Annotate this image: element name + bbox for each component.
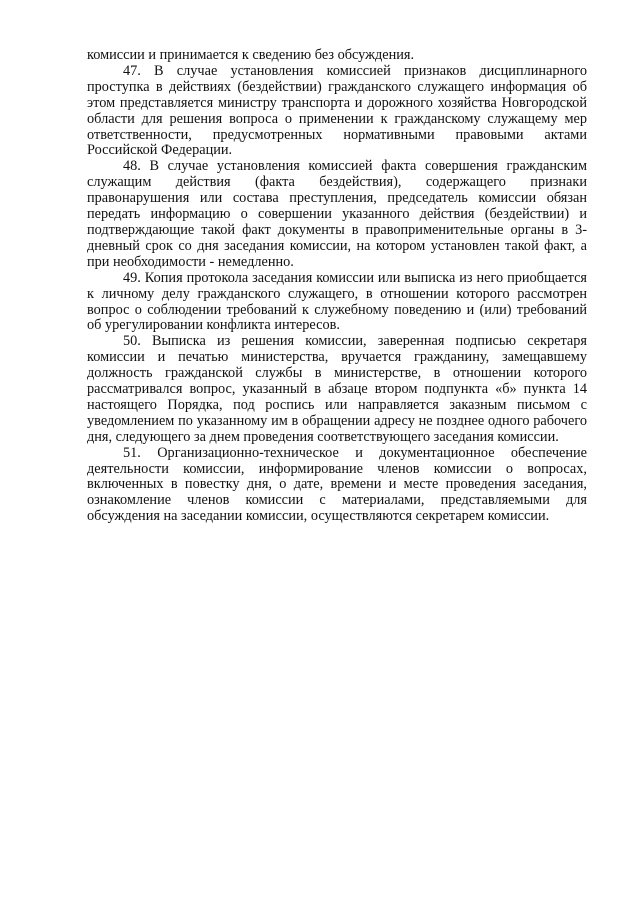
paragraph-49: 49. Копия протокола заседания комиссии или выписка из него приобщается к личному делу гражданского служащего, в отношении которого рассмотрен вопрос о соблюдении требований к служебному поведению и (или) требований об урегулировании конфликта интересов. xyxy=(87,269,587,334)
paragraph-47: 47. В случае установления комиссией признаков дисциплинарного проступка в действиях (бездействии) гражданского служащего информация об этом представляется министру транспорта и дорожного хозяйства Новгородской области для решения вопроса о применении к гражданскому служащему мер ответственности, предусмотренных нормативными правовыми актами Российской Федерации. xyxy=(87,62,587,159)
document-page xyxy=(87,48,587,525)
paragraph-51: 51. Организационно-техническое и документационное обеспечение деятельности комиссии, информирование членов комиссии о вопросах, включенных в повестку дня, о дате, времени и месте проведения заседания, ознакомление членов комиссии с материалами, представляемыми для обсуждения на заседании комиссии, осуществляются секретарем комиссии. xyxy=(87,444,587,525)
paragraph-50: 50. Выписка из решения комиссии, заверенная подписью секретаря комиссии и печатью министерства, вручается гражданину, замещавшему должность гражданской службы в министерстве, в отношении которого рассматривался вопрос, указанный в абзаце втором подпункта «б» пункта 14 настоящего Порядка, под роспись или направляется заказным письмом с уведомлением по указанному им в обращении адресу не позднее одного рабочего дня, следующего за днем проведения соответствующего заседания комиссии. xyxy=(87,333,587,445)
paragraph-48: 48. В случае установления комиссией факта совершения гражданским служащим действия (факта бездействия), содержащего признаки правонарушения или состава преступления, председатель комиссии обязан передать информацию о совершении указанного действия (бездействии) и подтверждающие такой факт документы в правоприменительные органы в 3-дневный срок со дня заседания комиссии, на котором установлен такой факт, а при необходимости - немедленно. xyxy=(87,158,587,270)
paragraph-continuation: комиссии и принимается к сведению без обсуждения. xyxy=(87,47,415,63)
